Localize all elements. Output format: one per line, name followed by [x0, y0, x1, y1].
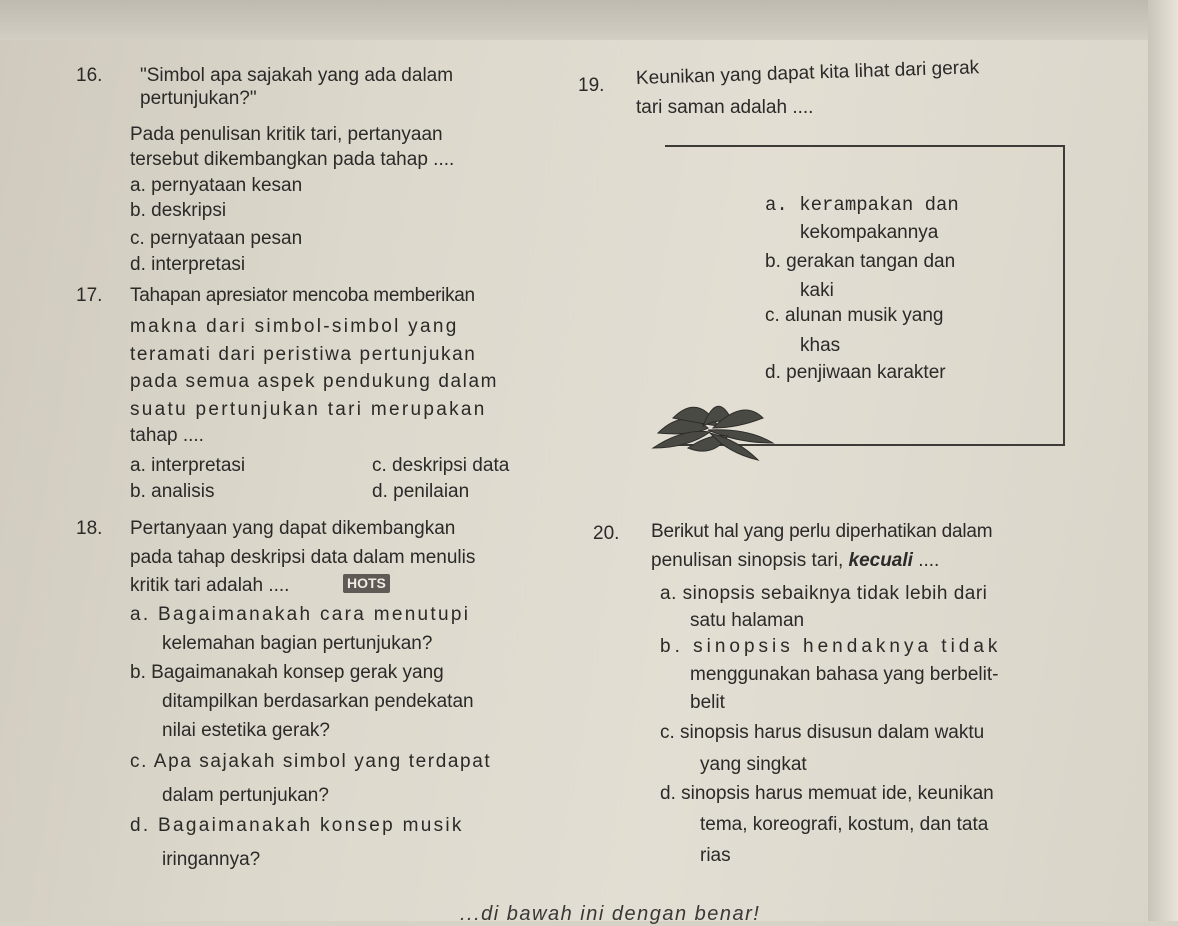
q18-option-d-line2[interactable]: iringannya?	[162, 849, 261, 870]
q20-option-a-line2[interactable]: satu halaman	[690, 610, 805, 631]
q20-option-b-line2[interactable]: menggunakan bahasa yang berbelit-	[690, 664, 999, 685]
q16-option-d[interactable]: d. interpretasi	[130, 254, 246, 275]
q17-line3: teramati dari peristiwa pertunjukan	[130, 344, 477, 365]
q18-number: 18.	[76, 518, 103, 539]
q17-line6: tahap ....	[130, 425, 204, 446]
q18-option-c-line1[interactable]: c. Apa sajakah simbol yang terdapat	[130, 751, 492, 772]
q18-option-b-line1[interactable]: b. Bagaimanakah konsep gerak yang	[130, 662, 444, 683]
q17-line5: suatu pertunjukan tari merupakan	[130, 399, 487, 420]
q17-line2: makna dari simbol-simbol yang	[130, 316, 459, 337]
q16-stem-line2: tersebut dikembangkan pada tahap ....	[130, 149, 455, 170]
q17-line1: Tahapan apresiator mencoba memberikan	[130, 285, 475, 306]
q20-option-b-line1[interactable]: b. sinopsis hendaknya tidak	[660, 636, 1002, 657]
q20-option-b-line3[interactable]: belit	[690, 692, 725, 713]
q20-question-line2-c: ....	[912, 550, 940, 571]
q19-option-b-line2[interactable]: kaki	[800, 280, 834, 301]
q18-option-c-line2[interactable]: dalam pertunjukan?	[162, 785, 329, 806]
q16-option-a[interactable]: a. pernyataan kesan	[130, 175, 303, 196]
q16-question-line2: pertunjukan?"	[140, 88, 257, 109]
q16-option-b[interactable]: b. deskripsi	[130, 200, 227, 221]
q19-option-a-line1[interactable]: a. kerampakan dan	[765, 194, 959, 216]
q17-option-c[interactable]: c. deskripsi data	[372, 455, 510, 476]
q18-line1: Pertanyaan yang dapat dikembangkan	[130, 518, 456, 539]
plant-illustration-icon	[648, 388, 778, 468]
q19-number: 19.	[578, 75, 605, 96]
q19-option-c-line2[interactable]: khas	[800, 335, 841, 356]
q19-option-b-line1[interactable]: b. gerakan tangan dan	[765, 251, 956, 272]
page-right-edge	[1148, 0, 1178, 921]
q18-option-a-line1[interactable]: a. Bagaimanakah cara menutupi	[130, 604, 471, 625]
q20-question-line1: Berikut hal yang perlu diperhatikan dalam	[651, 521, 993, 542]
q18-option-a-line2[interactable]: kelemahan bagian pertunjukan?	[162, 633, 433, 654]
q20-option-c-line1[interactable]: c. sinopsis harus disusun dalam waktu	[660, 722, 985, 743]
hots-badge: HOTS	[343, 574, 390, 593]
q18-option-d-line1[interactable]: d. Bagaimanakah konsep musik	[130, 815, 464, 836]
q20-option-d-line3[interactable]: rias	[700, 845, 731, 866]
q17-option-b[interactable]: b. analisis	[130, 481, 215, 502]
page-top-shadow	[0, 0, 1178, 40]
q20-option-a-line1[interactable]: a. sinopsis sebaiknya tidak lebih dari	[660, 583, 988, 604]
q17-line4: pada semua aspek pendukung dalam	[130, 371, 499, 392]
q18-line3: kritik tari adalah ....	[130, 575, 290, 596]
q20-option-c-line2[interactable]: yang singkat	[700, 754, 807, 775]
q20-question-line2	[651, 550, 939, 572]
q17-option-a[interactable]: a. interpretasi	[130, 455, 246, 476]
q19-question-line2: tari saman adalah ....	[636, 97, 814, 118]
q16-option-c[interactable]: c. pernyataan pesan	[130, 228, 303, 249]
footer-instruction: ...di bawah ini dengan benar!	[460, 903, 761, 925]
q19-option-c-line1[interactable]: c. alunan musik yang	[765, 305, 944, 326]
q17-number: 17.	[76, 285, 103, 306]
q16-number: 16.	[76, 65, 103, 86]
q20-question-line2-a: penulisan sinopsis tari,	[651, 550, 849, 571]
q19-option-a-line2[interactable]: kekompakannya	[800, 222, 939, 243]
q18-line2: pada tahap deskripsi data dalam menulis	[130, 547, 476, 568]
q20-kecuali: kecuali	[848, 550, 913, 571]
q19-question-line1: Keunikan yang dapat kita lihat dari gerak	[635, 57, 980, 89]
q18-option-b-line2[interactable]: ditampilkan berdasarkan pendekatan	[162, 691, 474, 712]
q16-stem-line1: Pada penulisan kritik tari, pertanyaan	[130, 124, 443, 145]
q19-option-d[interactable]: d. penjiwaan karakter	[765, 362, 946, 383]
q18-option-b-line3[interactable]: nilai estetika gerak?	[162, 720, 330, 741]
q20-option-d-line2[interactable]: tema, koreografi, kostum, dan tata	[700, 814, 989, 835]
q20-option-d-line1[interactable]: d. sinopsis harus memuat ide, keunikan	[660, 783, 994, 804]
q16-question-line1: "Simbol apa sajakah yang ada dalam	[140, 65, 454, 86]
q17-option-d[interactable]: d. penilaian	[372, 481, 470, 502]
q20-number: 20.	[593, 523, 620, 544]
